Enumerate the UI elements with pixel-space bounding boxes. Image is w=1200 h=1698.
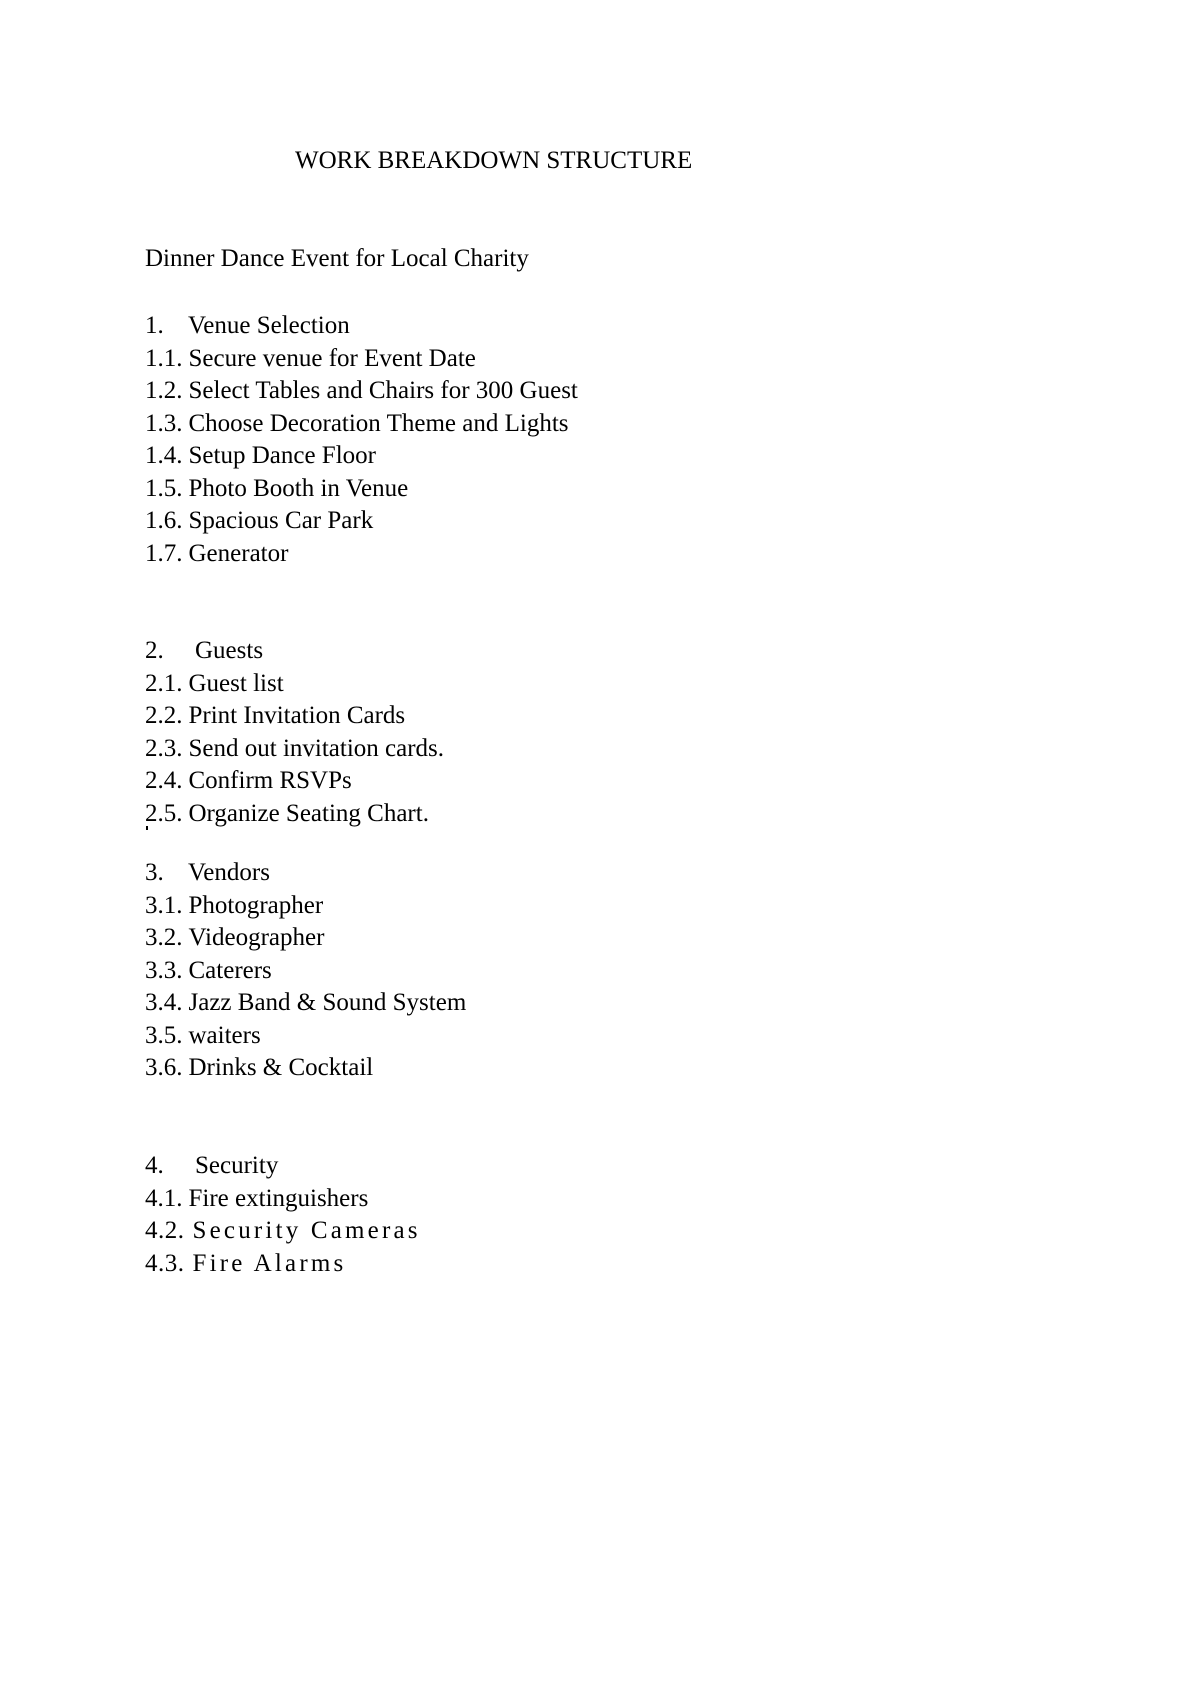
list-item [145, 955, 466, 988]
item-text: Caterers [188, 956, 272, 984]
list-item [145, 668, 444, 701]
list-item [145, 1215, 421, 1248]
item-text: Videographer [188, 924, 325, 951]
section-number: 2. [145, 637, 164, 664]
item-text: Photographer [188, 891, 324, 919]
list-item [145, 440, 578, 473]
list-item [145, 1183, 421, 1216]
item-number: 2.4. [145, 767, 183, 794]
list-item [145, 1052, 466, 1085]
item-text: Confirm RSVPs [188, 767, 352, 794]
item-number: 1.1. [145, 344, 183, 372]
item-text: Organize Seating Chart. [188, 799, 429, 827]
section-heading [145, 310, 578, 343]
section-heading [145, 857, 466, 890]
list-item [145, 538, 578, 571]
list-item [145, 473, 578, 506]
item-text: Jazz Band & Sound System [188, 989, 467, 1016]
item-number: 4.3. [145, 1249, 185, 1277]
list-item [145, 505, 578, 538]
item-number: 3.2. [145, 924, 183, 951]
section-heading [145, 1150, 421, 1183]
list-item [145, 700, 444, 733]
item-number: 3.1. [145, 891, 183, 919]
item-text: Send out invitation cards. [188, 734, 445, 762]
section-number: 1. [145, 312, 164, 339]
stray-mark [146, 826, 148, 830]
list-item [145, 987, 466, 1020]
section-title: Guests [195, 637, 264, 664]
list-item [145, 343, 578, 376]
section-number: 3. [145, 859, 164, 886]
item-text: waiters [188, 1021, 261, 1049]
list-item [145, 798, 444, 831]
section-number: 4. [145, 1152, 164, 1179]
item-number: 4.2. [145, 1217, 185, 1244]
document-title: WORK BREAKDOWN STRUCTURE [295, 147, 693, 174]
item-text: Fire extinguishers [188, 1184, 369, 1212]
item-text: Setup Dance Floor [188, 442, 376, 469]
item-number: 2.1. [145, 669, 183, 697]
item-text: Security Cameras [192, 1217, 421, 1244]
list-item [145, 1248, 421, 1281]
item-text: Drinks & Cocktail [188, 1054, 374, 1081]
list-item [145, 733, 444, 766]
item-number: 2.3. [145, 734, 183, 762]
item-text: Generator [188, 539, 289, 567]
item-number: 1.6. [145, 507, 183, 534]
item-number: 1.7. [145, 539, 183, 567]
item-number: 1.5. [145, 474, 183, 502]
item-text: Photo Booth in Venue [188, 474, 409, 502]
item-number: 4.1. [145, 1184, 183, 1212]
item-text: Print Invitation Cards [188, 702, 406, 729]
item-text: Spacious Car Park [188, 507, 374, 534]
item-number: 1.3. [145, 409, 183, 437]
section-guests [145, 635, 444, 830]
list-item [145, 765, 444, 798]
list-item [145, 890, 466, 923]
item-text: Fire Alarms [192, 1249, 347, 1277]
item-text: Guest list [188, 669, 284, 697]
item-number: 3.3. [145, 956, 183, 984]
list-item [145, 922, 466, 955]
item-number: 3.5. [145, 1021, 183, 1049]
item-number: 2.5. [145, 799, 183, 827]
item-text: Choose Decoration Theme and Lights [188, 409, 569, 437]
list-item [145, 408, 578, 441]
list-item [145, 375, 578, 408]
section-venue-selection [145, 310, 578, 570]
section-title: Security [195, 1152, 279, 1179]
section-title: Vendors [188, 859, 270, 886]
document-subtitle: Dinner Dance Event for Local Charity [145, 245, 529, 272]
section-vendors [145, 857, 466, 1085]
item-number: 1.4. [145, 442, 183, 469]
item-text: Secure venue for Event Date [188, 344, 476, 372]
section-security [145, 1150, 421, 1280]
item-number: 3.6. [145, 1054, 183, 1081]
item-number: 1.2. [145, 377, 183, 404]
item-number: 2.2. [145, 702, 183, 729]
section-heading [145, 635, 444, 668]
section-title: Venue Selection [188, 312, 350, 339]
item-text: Select Tables and Chairs for 300 Guest [188, 377, 578, 404]
item-number: 3.4. [145, 989, 183, 1016]
list-item [145, 1020, 466, 1053]
